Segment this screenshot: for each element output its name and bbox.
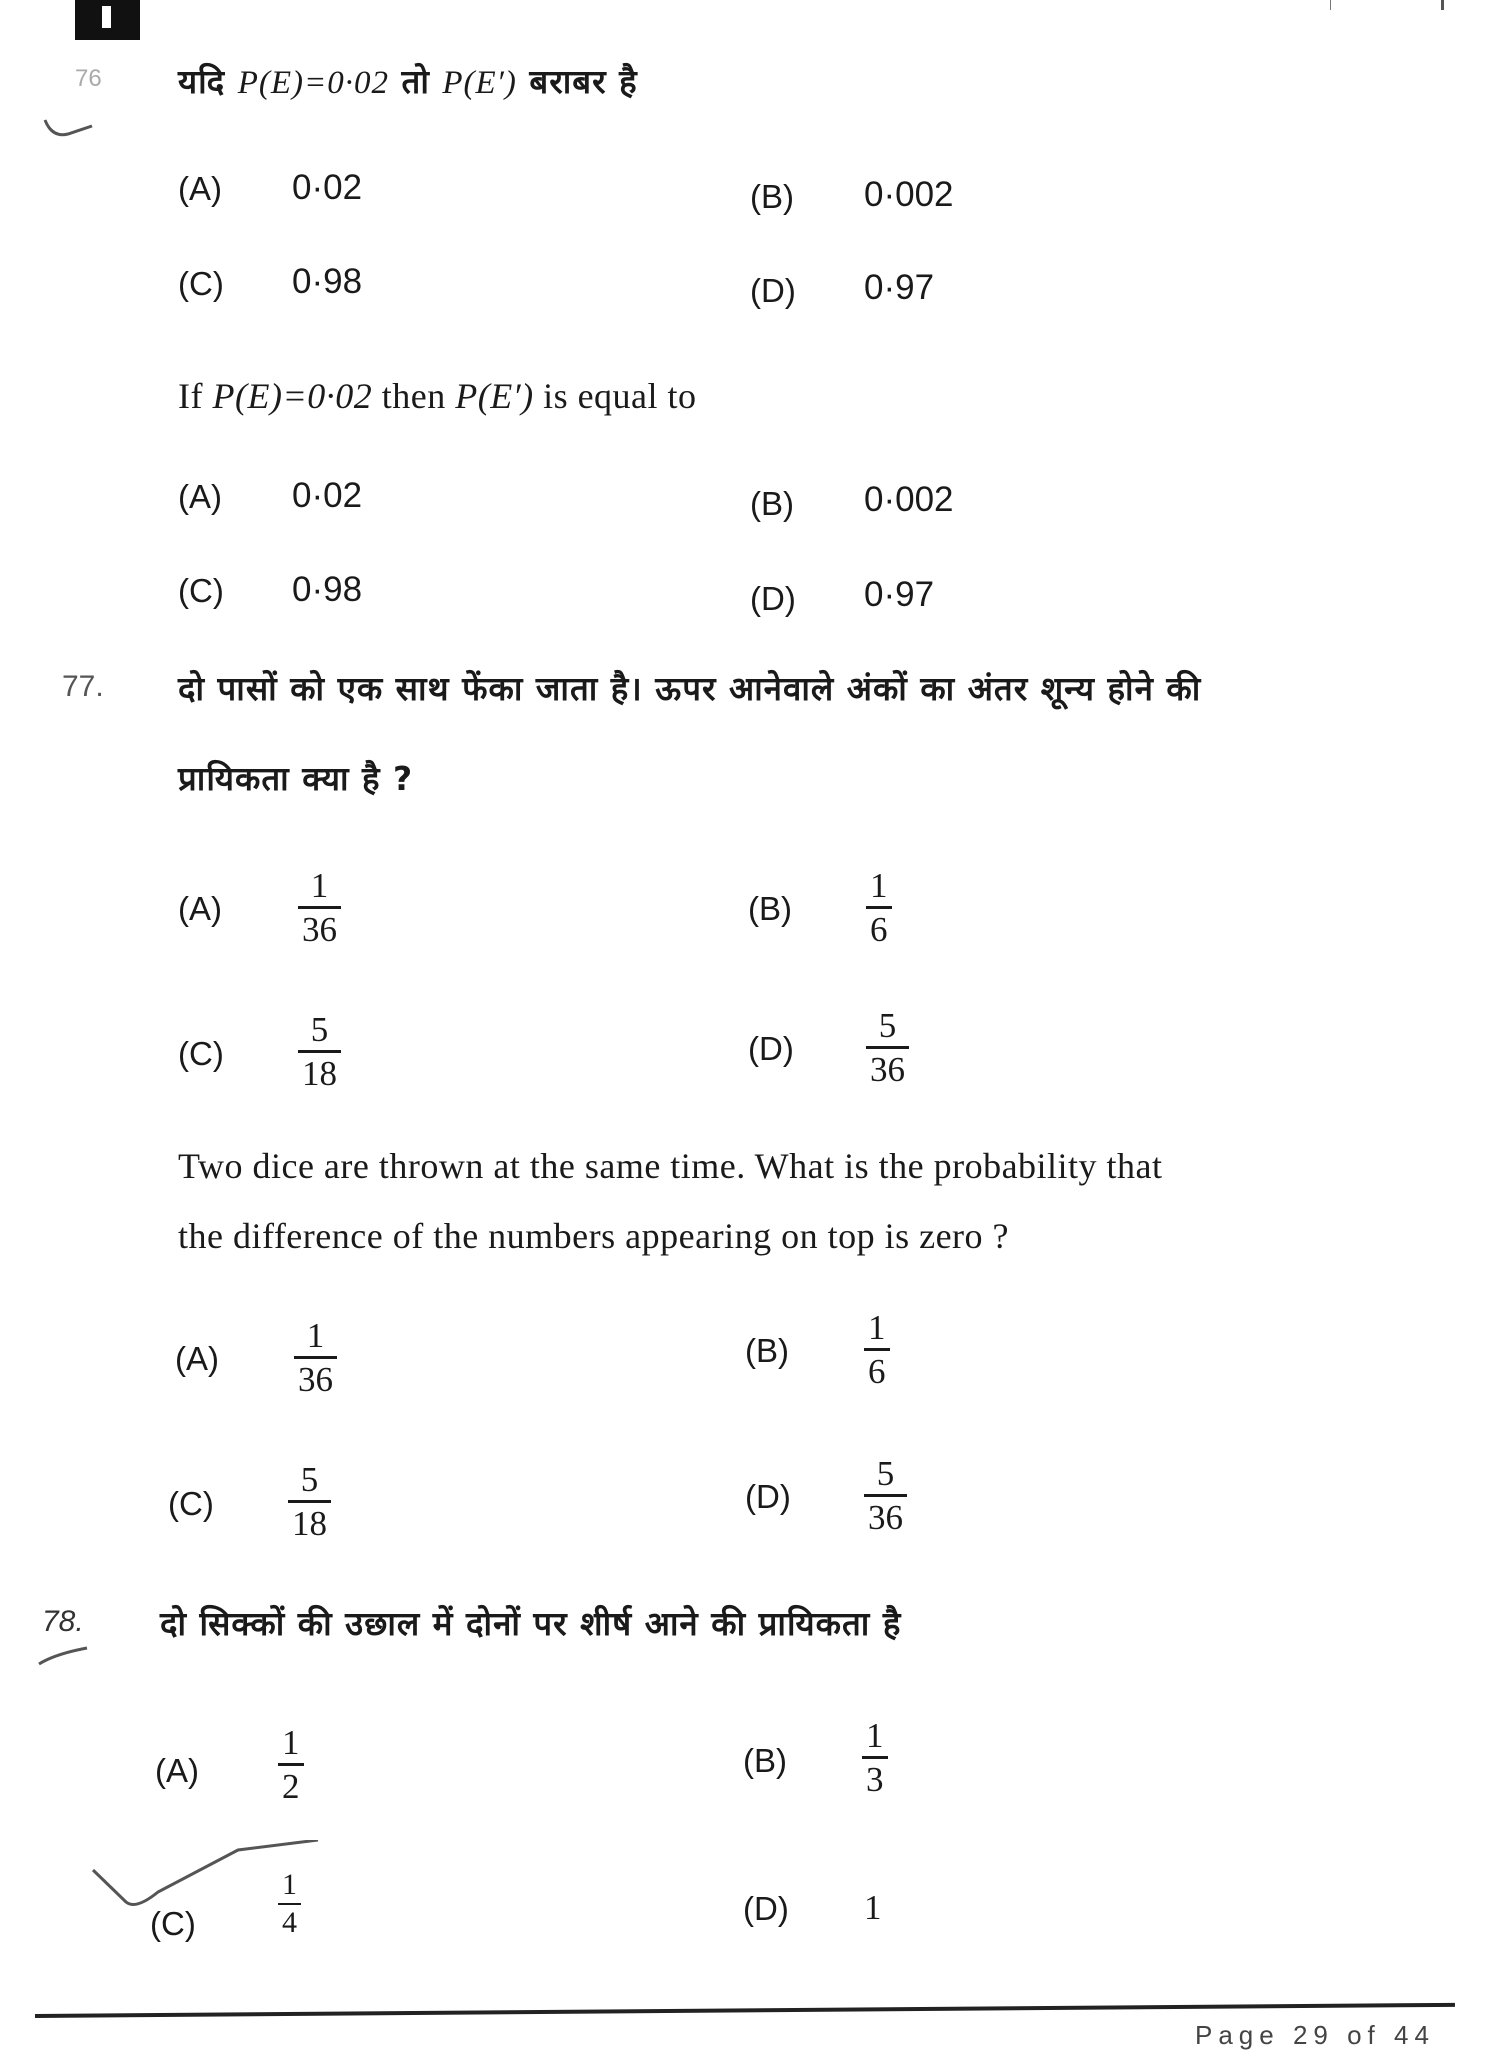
option-label: (A) [175, 1340, 219, 1377]
option-fraction: $\frac{5}{36}$ [866, 1008, 909, 1087]
option-value: 0·97 [864, 268, 935, 307]
question-77-english-line2: the difference of the numbers appearing on top is zero ? [178, 1216, 1010, 1256]
option-label: (B) [743, 1742, 787, 1779]
pen-tick-mark-icon [40, 108, 100, 143]
option-fraction: $\frac{5}{18}$ [298, 1012, 341, 1091]
option-label: (D) [748, 1030, 794, 1067]
option-fraction: $\frac{5}{18}$ [288, 1462, 331, 1541]
question-77-hindi-line1: दो पासों को एक साथ फेंका जाता है। ऊपर आनेवाले अंकों का अंतर शून्य होने की [178, 669, 1202, 708]
question-number-77: 77. [62, 670, 104, 703]
option-label: (B) [750, 485, 794, 522]
question-number-78: 78. [42, 1605, 84, 1638]
option-label: (B) [745, 1332, 789, 1369]
option-fraction: $\frac{1}{36}$ [298, 868, 341, 947]
question-number-76: 76 [75, 65, 102, 92]
question-76-hindi: यदि P(E)=0·02 तो P(E′) बराबर है [178, 62, 638, 101]
option-value: 0·02 [292, 168, 363, 207]
footer-rule [35, 2003, 1455, 2018]
page-number: Page 29 of 44 [1195, 2020, 1435, 2050]
question-76-english: If P(E)=0·02 then P(E′) is equal to [178, 376, 697, 416]
option-fraction: $\frac{1}{6}$ [866, 868, 892, 947]
option-fraction: $\frac{5}{36}$ [864, 1456, 907, 1535]
option-label: (C) [178, 572, 224, 609]
question-77-english-line1: Two dice are thrown at the same time. What is the probability that [178, 1146, 1163, 1186]
option-label: (C) [150, 1905, 196, 1942]
option-fraction: $\frac{1}{6}$ [864, 1310, 890, 1389]
option-label: (B) [748, 890, 792, 927]
option-label: (D) [750, 272, 796, 309]
option-value: 0·98 [292, 262, 363, 301]
option-value: 0·97 [864, 575, 935, 614]
pen-underline-mark-icon [35, 1640, 95, 1670]
option-label: (C) [168, 1485, 214, 1522]
top-right-border-mark [1330, 0, 1444, 10]
option-value: 1 [864, 1888, 882, 1927]
option-label: (C) [178, 1035, 224, 1072]
section-marker-glyph [102, 6, 111, 28]
option-fraction: $\frac{1}{4}$ [278, 1870, 301, 1938]
question-78-hindi: दो सिक्कों की उछाल में दोनों पर शीर्ष आने की प्रायिकता है [160, 1604, 902, 1643]
option-value: 0·002 [864, 175, 954, 214]
section-marker [75, 0, 140, 40]
question-77-hindi-line2: प्रायिकता क्या है ? [178, 759, 414, 798]
option-label: (A) [178, 170, 222, 207]
option-label: (A) [155, 1752, 199, 1789]
option-fraction: $\frac{1}{2}$ [278, 1725, 304, 1804]
option-label: (B) [750, 178, 794, 215]
option-fraction: $\frac{1}{3}$ [862, 1718, 888, 1797]
option-value: 0·98 [292, 570, 363, 609]
option-label: (A) [178, 890, 222, 927]
option-label: (D) [745, 1478, 791, 1515]
option-label: (D) [750, 580, 796, 617]
option-fraction: $\frac{1}{36}$ [294, 1318, 337, 1397]
option-label: (A) [178, 478, 222, 515]
option-value: 0·02 [292, 476, 363, 515]
option-value: 0·002 [864, 480, 954, 519]
option-label: (D) [743, 1890, 789, 1927]
option-label: (C) [178, 265, 224, 302]
